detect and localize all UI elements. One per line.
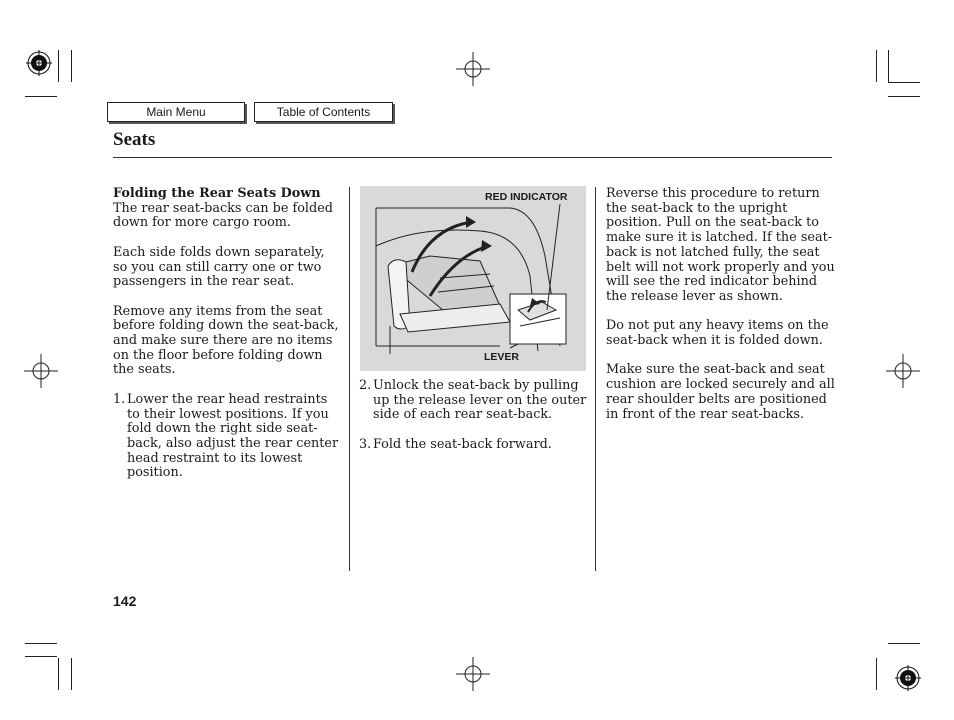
crop-line bbox=[58, 658, 59, 690]
rear-seat-drawing bbox=[360, 186, 586, 371]
crop-line bbox=[888, 82, 920, 83]
crop-line bbox=[888, 643, 920, 644]
step-number: 3. bbox=[359, 436, 372, 452]
paragraph: Reverse this procedure to return the seat-back to the upright position. Pull on the seat-back to make sure it is latched. If the seat-back is not latched fully, the seat belt will not work properly and you will see the red indicator behind the release lever as shown. bbox=[606, 186, 835, 304]
column-divider bbox=[595, 187, 596, 571]
paragraph: Remove any items from the seat before folding down the seat-back, and make sure there are no items on the floor before folding down the seats. bbox=[113, 303, 339, 378]
step-number: 1. bbox=[113, 391, 126, 407]
step-number: 2. bbox=[359, 378, 372, 393]
crop-line bbox=[25, 643, 57, 644]
crop-line bbox=[888, 50, 889, 82]
column-divider bbox=[349, 187, 350, 571]
step-3 bbox=[359, 438, 587, 453]
step-2 bbox=[359, 379, 587, 423]
section-heading: Folding the Rear Seats Down bbox=[113, 186, 321, 201]
red-indicator-label: RED INDICATOR bbox=[485, 191, 568, 203]
table-of-contents-button[interactable]: Table of Contents bbox=[254, 102, 393, 122]
title-rule bbox=[113, 157, 832, 158]
paragraph: Make sure the seat-back and seat cushion are locked securely and all rear shoulder belts are positioned in front of the rear seat-backs. bbox=[606, 362, 835, 422]
column-middle bbox=[359, 379, 587, 453]
crop-line bbox=[58, 50, 59, 82]
crop-line bbox=[71, 50, 72, 82]
crop-line bbox=[876, 50, 877, 82]
seat-fold-illustration bbox=[360, 186, 586, 371]
crop-line bbox=[25, 656, 57, 657]
step-text: Fold the seat-back forward. bbox=[373, 436, 552, 452]
paragraph: Do not put any heavy items on the seat-back when it is folded down. bbox=[606, 318, 829, 349]
crop-line bbox=[876, 658, 877, 690]
intro-text: The rear seat-backs can be folded down for more cargo room. bbox=[113, 200, 333, 231]
step-text: Lower the rear head restraints to their lowest positions. If you fold down the right side seat-back, also adjust the rear center head restraint to its lowest position. bbox=[127, 391, 339, 481]
crosshair-mark-bottom bbox=[456, 657, 490, 691]
crosshair-mark-left bbox=[24, 354, 58, 388]
crop-line bbox=[71, 658, 72, 690]
page-number: 142 bbox=[113, 593, 137, 609]
crop-line bbox=[888, 96, 920, 97]
registration-mark-bottom-right bbox=[893, 663, 923, 693]
crop-line bbox=[25, 96, 57, 97]
registration-mark-top-left bbox=[24, 48, 54, 78]
lever-label: LEVER bbox=[484, 351, 520, 363]
intro-paragraph bbox=[113, 187, 341, 231]
paragraph: Each side folds down separately, so you can still carry one or two passengers in the rear seat. bbox=[113, 244, 325, 290]
page-title: Seats bbox=[113, 129, 156, 150]
main-menu-button[interactable]: Main Menu bbox=[107, 102, 245, 122]
crosshair-mark-top bbox=[456, 52, 490, 86]
column-right bbox=[606, 187, 835, 437]
column-left bbox=[113, 187, 341, 481]
step-1 bbox=[113, 393, 341, 481]
crosshair-mark-right bbox=[886, 354, 920, 388]
step-text: Unlock the seat-back by pulling up the release lever on the outer side of each rear seat-back. bbox=[373, 378, 587, 423]
